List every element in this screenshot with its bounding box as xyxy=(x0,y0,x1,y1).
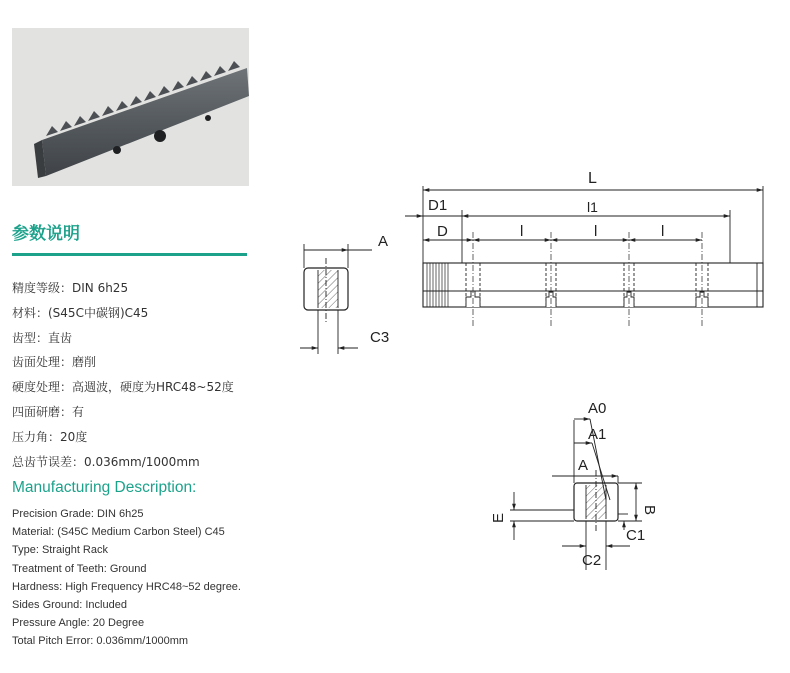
section-dim-e: E xyxy=(490,512,507,523)
front-dim-pitch: l xyxy=(661,223,665,240)
en-spec-pressure-angle: Pressure Angle: 20 Degree xyxy=(12,617,145,630)
cn-spec-pressure-angle: 压力角：20度 xyxy=(12,429,88,444)
section-dim-a0: A0 xyxy=(588,400,607,417)
front-dim-d: D xyxy=(437,223,448,240)
section-view xyxy=(510,419,642,570)
en-spec-hardness: Hardness: High Frequency HRC48~52 degree. xyxy=(12,580,241,593)
side-dim-a: A xyxy=(378,233,389,250)
cn-spec-tooth-treatment: 齿面处理：磨削 xyxy=(12,355,97,370)
section-dim-a1: A1 xyxy=(588,426,607,443)
front-dim-l1: l1 xyxy=(587,199,598,215)
en-spec-type: Type: Straight Rack xyxy=(12,544,108,557)
en-section-title: Manufacturing Description: xyxy=(12,479,197,496)
en-spec-teeth-treatment: Treatment of Teeth: Ground xyxy=(12,562,147,575)
section-dim-a: A xyxy=(578,457,589,474)
front-dim-pitch: l xyxy=(520,223,524,240)
cn-spec-sides-ground: 四面研磨：有 xyxy=(12,404,85,419)
cn-spec-pitch-error: 总齿节误差：0.036mm/1000mm xyxy=(12,454,200,469)
side-view xyxy=(300,244,372,354)
side-dim-c3: C3 xyxy=(370,329,390,346)
en-spec-sides-ground: Sides Ground: Included xyxy=(12,598,127,611)
cn-section-title: 参数说明 xyxy=(12,224,80,244)
section-dim-c1: C1 xyxy=(626,527,646,544)
en-spec-material: Material: (S45C Medium Carbon Steel) C45 xyxy=(12,526,225,539)
en-spec-precision: Precision Grade: DIN 6h25 xyxy=(12,508,144,520)
front-dim-pitch: l xyxy=(594,223,598,240)
front-dim-l-total: L xyxy=(588,170,597,187)
section-dim-c2: C2 xyxy=(582,552,602,569)
section-dim-b: B xyxy=(641,505,658,516)
cn-spec-precision: 精度等级：DIN 6h25 xyxy=(12,281,129,295)
en-spec-pitch-error: Total Pitch Error: 0.036mm/1000mm xyxy=(12,635,189,648)
cn-spec-material: 材料：(S45C中碳钢)C45 xyxy=(12,305,149,320)
cn-spec-tooth-type: 齿型：直齿 xyxy=(12,330,73,345)
cn-spec-hardness: 硬度处理：高週波，硬度为HRC48~52度 xyxy=(12,380,234,395)
front-dim-d1: D1 xyxy=(428,197,448,214)
front-view xyxy=(405,186,763,326)
